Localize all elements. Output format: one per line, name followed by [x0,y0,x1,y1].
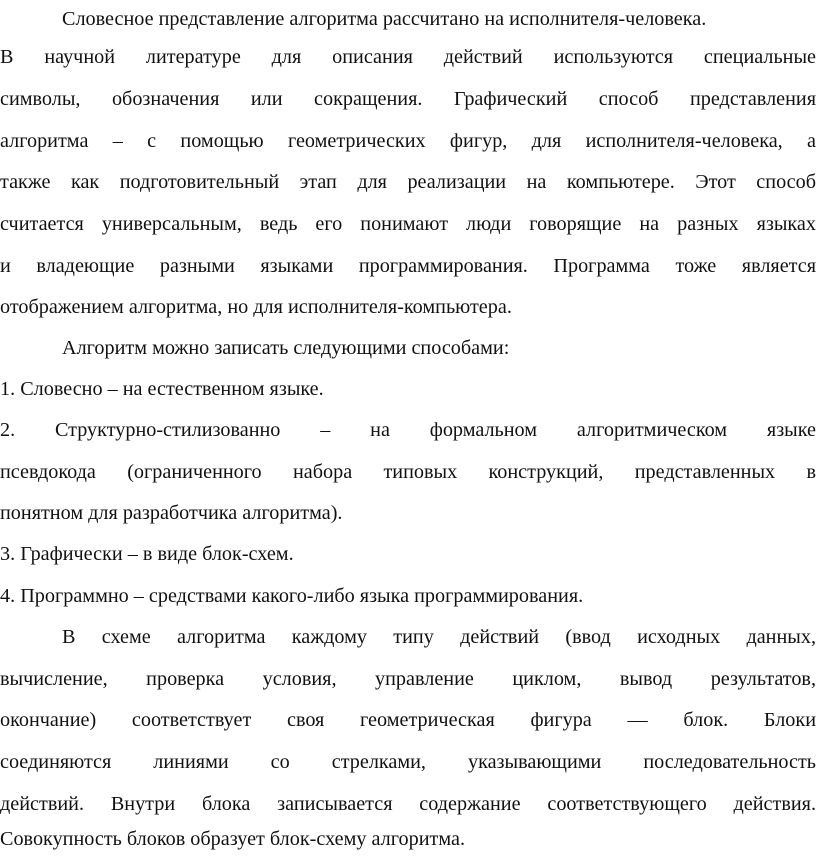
paragraph-2-line-5: действий. Внутри блока записывается содержание соответствующего действия. [0,793,816,815]
method-2-line-3: понятном для разработчика алгоритма). [0,502,343,524]
method-4: 4. Программно – средствами какого-либо языка программирования. [0,585,584,607]
paragraph-2-line-2: вычисление, проверка условия, управление циклом, вывод результатов, [0,668,816,690]
paragraph-1-line-8: отображением алгоритма, но для исполнителя-компьютера. [0,296,512,318]
paragraph-2-line-6: Совокупность блоков образует блок-схему алгоритма. [0,828,465,850]
method-3: 3. Графически – в виде блок-схем. [0,543,294,565]
method-2-line-1: 2. Структурно-стилизованно – на формальном алгоритмическом языке [0,419,816,441]
paragraph-2-line-1: В схеме алгоритма каждому типу действий (ввод исходных данных, [62,626,816,648]
paragraph-1-line-4: алгоритма – с помощью геометрических фигур, для исполнителя-человека, а [0,130,816,152]
method-1: 1. Словесно – на естественном языке. [0,378,324,400]
paragraph-2-line-4: соединяются линиями со стрелками, указывающими последовательность [0,751,816,773]
method-2-line-2: псевдокода (ограниченного набора типовых конструкций, представленных в [0,461,816,483]
paragraph-1-line-3: символы, обозначения или сокращения. Графический способ представления [0,88,816,110]
paragraph-1-line-1: Словесное представление алгоритма рассчитано на исполнителя-человека. [62,8,707,30]
paragraph-2-line-3: окончание) соответствует своя геометрическая фигура — блок. Блоки [0,709,816,731]
paragraph-1-line-6: считается универсальным, ведь его понимают люди говорящие на разных языках [0,213,816,235]
methods-intro: Алгоритм можно записать следующими способами: [62,337,510,359]
paragraph-1-line-5: также как подготовительный этап для реализации на компьютере. Этот способ [0,171,816,193]
paragraph-1-line-7: и владеющие разными языками программирования. Программа тоже является [0,255,816,277]
paragraph-1-line-2: В научной литературе для описания действий используются специальные [0,46,816,68]
